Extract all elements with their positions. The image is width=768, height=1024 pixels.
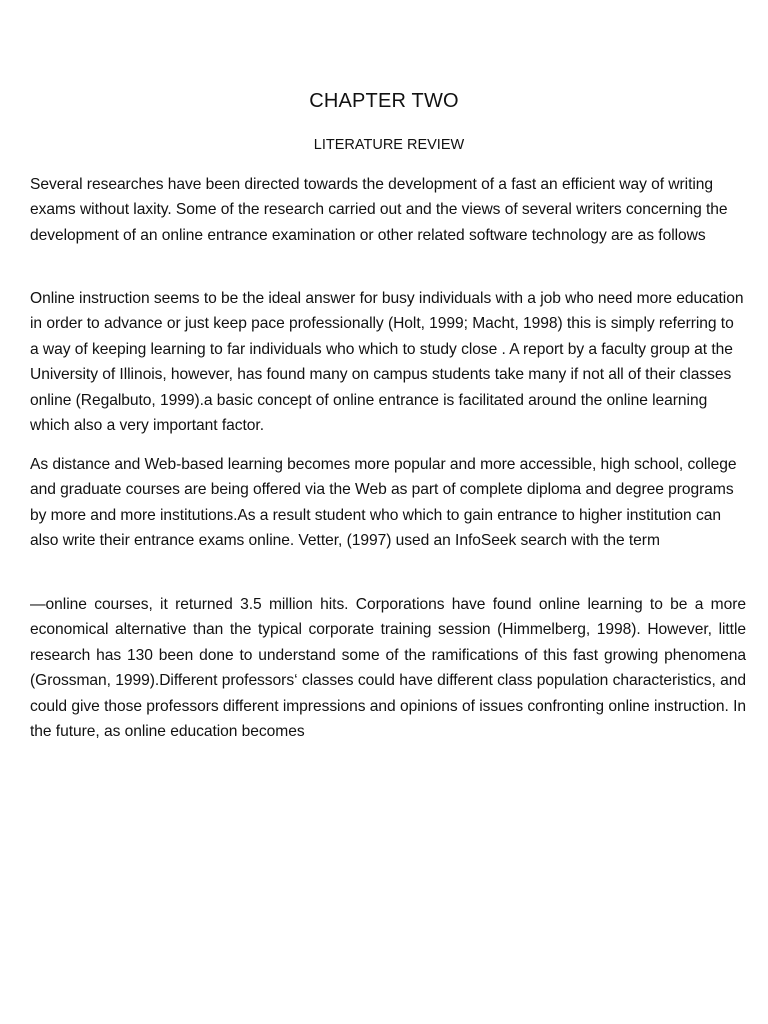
section-title: LITERATURE REVIEW <box>313 137 465 153</box>
paragraph-intro: Several researches have been directed towards the development of a fast an efficient way of writing exams without laxity. Some of the research carried out and the views of several writers concerning the development of an online entrance examination or other related software technology are as follows <box>30 176 728 244</box>
paragraph-online-courses: —online courses, it returned 3.5 million hits. Corporations have found online learning to be a more economical alternative than the typical corporate training session (Himmelberg, 1998). However, little research has 130 been done to understand some of the ramifications of this fast growing phenomena (Grossman, 1999).Different professors‘ classes could have different class population characteristics, and could give those professors different impressions and opinions of issues confronting online instruction. In the future, as online education becomes <box>30 596 746 741</box>
paragraph-distance-learning: As distance and Web-based learning becomes more popular and more accessible, high school, college and graduate courses are being offered via the Web as part of complete diploma and degree programs by more and more institutions.As a result student who which to gain entrance to higher institution can also write their entrance exams online. Vetter, (1997) used an InfoSeek search with the term <box>30 456 737 550</box>
chapter-title: CHAPTER TWO <box>309 90 459 112</box>
paragraph-online-instruction: Online instruction seems to be the ideal answer for busy individuals with a job who need more education in order to advance or just keep pace professionally (Holt, 1999; Macht, 1998) this is simply referring to a way of keeping learning to far individuals who which to study close . A report by a faculty group at the University of Illinois, however, has found many on campus students take many if not all of their classes online (Regalbuto, 1999).a basic concept of online entrance is facilitated around the online learning which also a very important factor. <box>30 290 744 435</box>
